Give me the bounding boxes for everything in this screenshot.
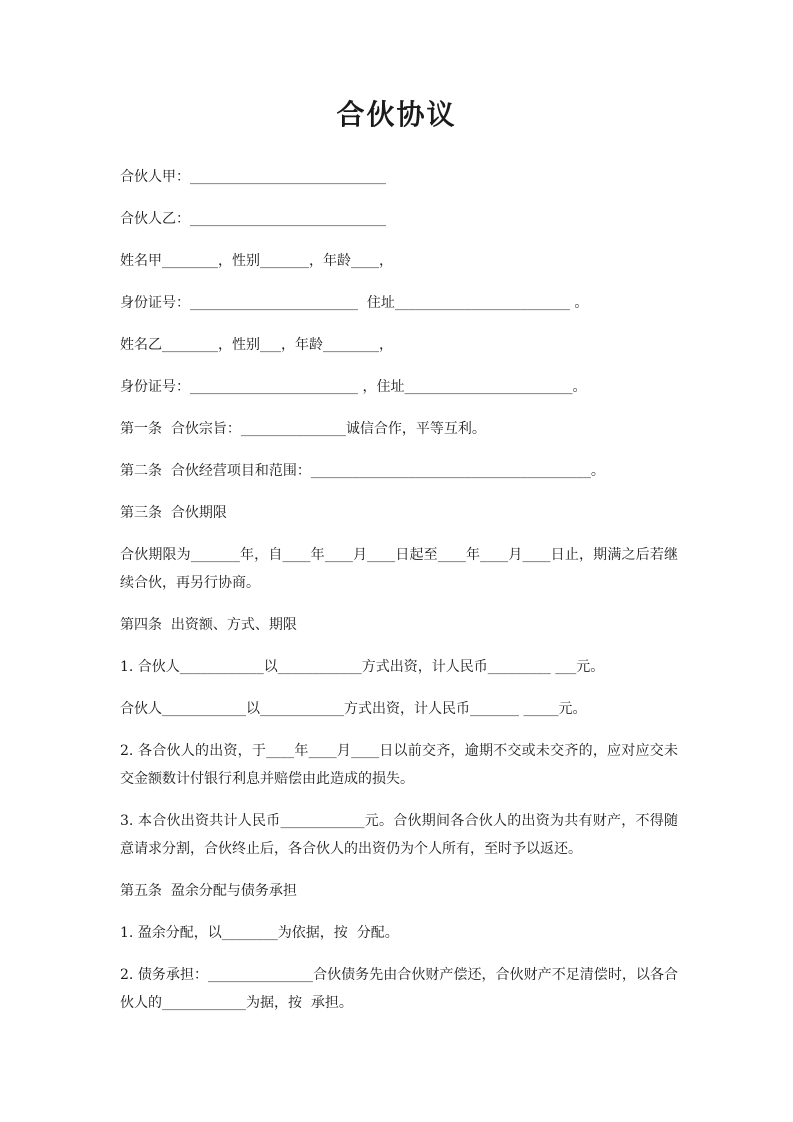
id-b-line: 身份证号：________________________ ，住址________________________。 (120, 379, 587, 395)
document-title: 合伙协议 (336, 98, 457, 131)
article-3-heading: 第三条 合伙期限 (120, 505, 227, 521)
article-4-item-1a: 1. 合伙人____________以____________方式出资，计人民币_________ ___元。 (120, 659, 605, 675)
article-5-item-2: 2. 债务承担：_______________合伙债务先由合伙财产偿还，合伙财产不足清偿时，以各合伙人的____________为据，按 承担。 (120, 967, 678, 1011)
name-b-line: 姓名乙________，性别___，年龄________， (120, 337, 393, 353)
article-2: 第二条 合伙经营项目和范围：________________________________________。 (120, 463, 605, 479)
partner-a-line: 合伙人甲：____________________________ (120, 169, 386, 185)
name-a-line: 姓名甲________，性别_______，年龄____， (120, 253, 393, 269)
article-1: 第一条 合伙宗旨：_______________诚信合作，平等互利。 (120, 421, 486, 437)
article-5-heading: 第五条 盈余分配与债务承担 (120, 883, 297, 899)
id-a-line: 身份证号：________________________ 住址_________________________ 。 (120, 295, 589, 311)
partner-b-line: 合伙人乙：____________________________ (120, 211, 386, 227)
article-4-item-1b: 合伙人____________以____________方式出资，计人民币_______ _____元。 (120, 701, 587, 717)
article-3-body: 合伙期限为_______年，自____年____月____日起至____年____月____日止，期满之后若继续合伙，再另行协商。 (120, 547, 678, 591)
document-body (120, 163, 678, 1031)
article-4-item-2: 2. 各合伙人的出资，于____年____月____日以前交齐，逾期不交或未交齐的，应对应交未交金额数计付银行利息并赔偿由此造成的损失。 (120, 743, 678, 787)
article-5-item-1: 1. 盈余分配，以________为依据，按 分配。 (120, 925, 399, 941)
article-4-heading: 第四条 出资额、方式、期限 (120, 617, 297, 633)
article-4-item-3: 3. 本合伙出资共计人民币____________元。合伙期间各合伙人的出资为共有财产，不得随意请求分割，合伙终止后，各合伙人的出资仍为个人所有，至时予以返还。 (120, 813, 678, 857)
